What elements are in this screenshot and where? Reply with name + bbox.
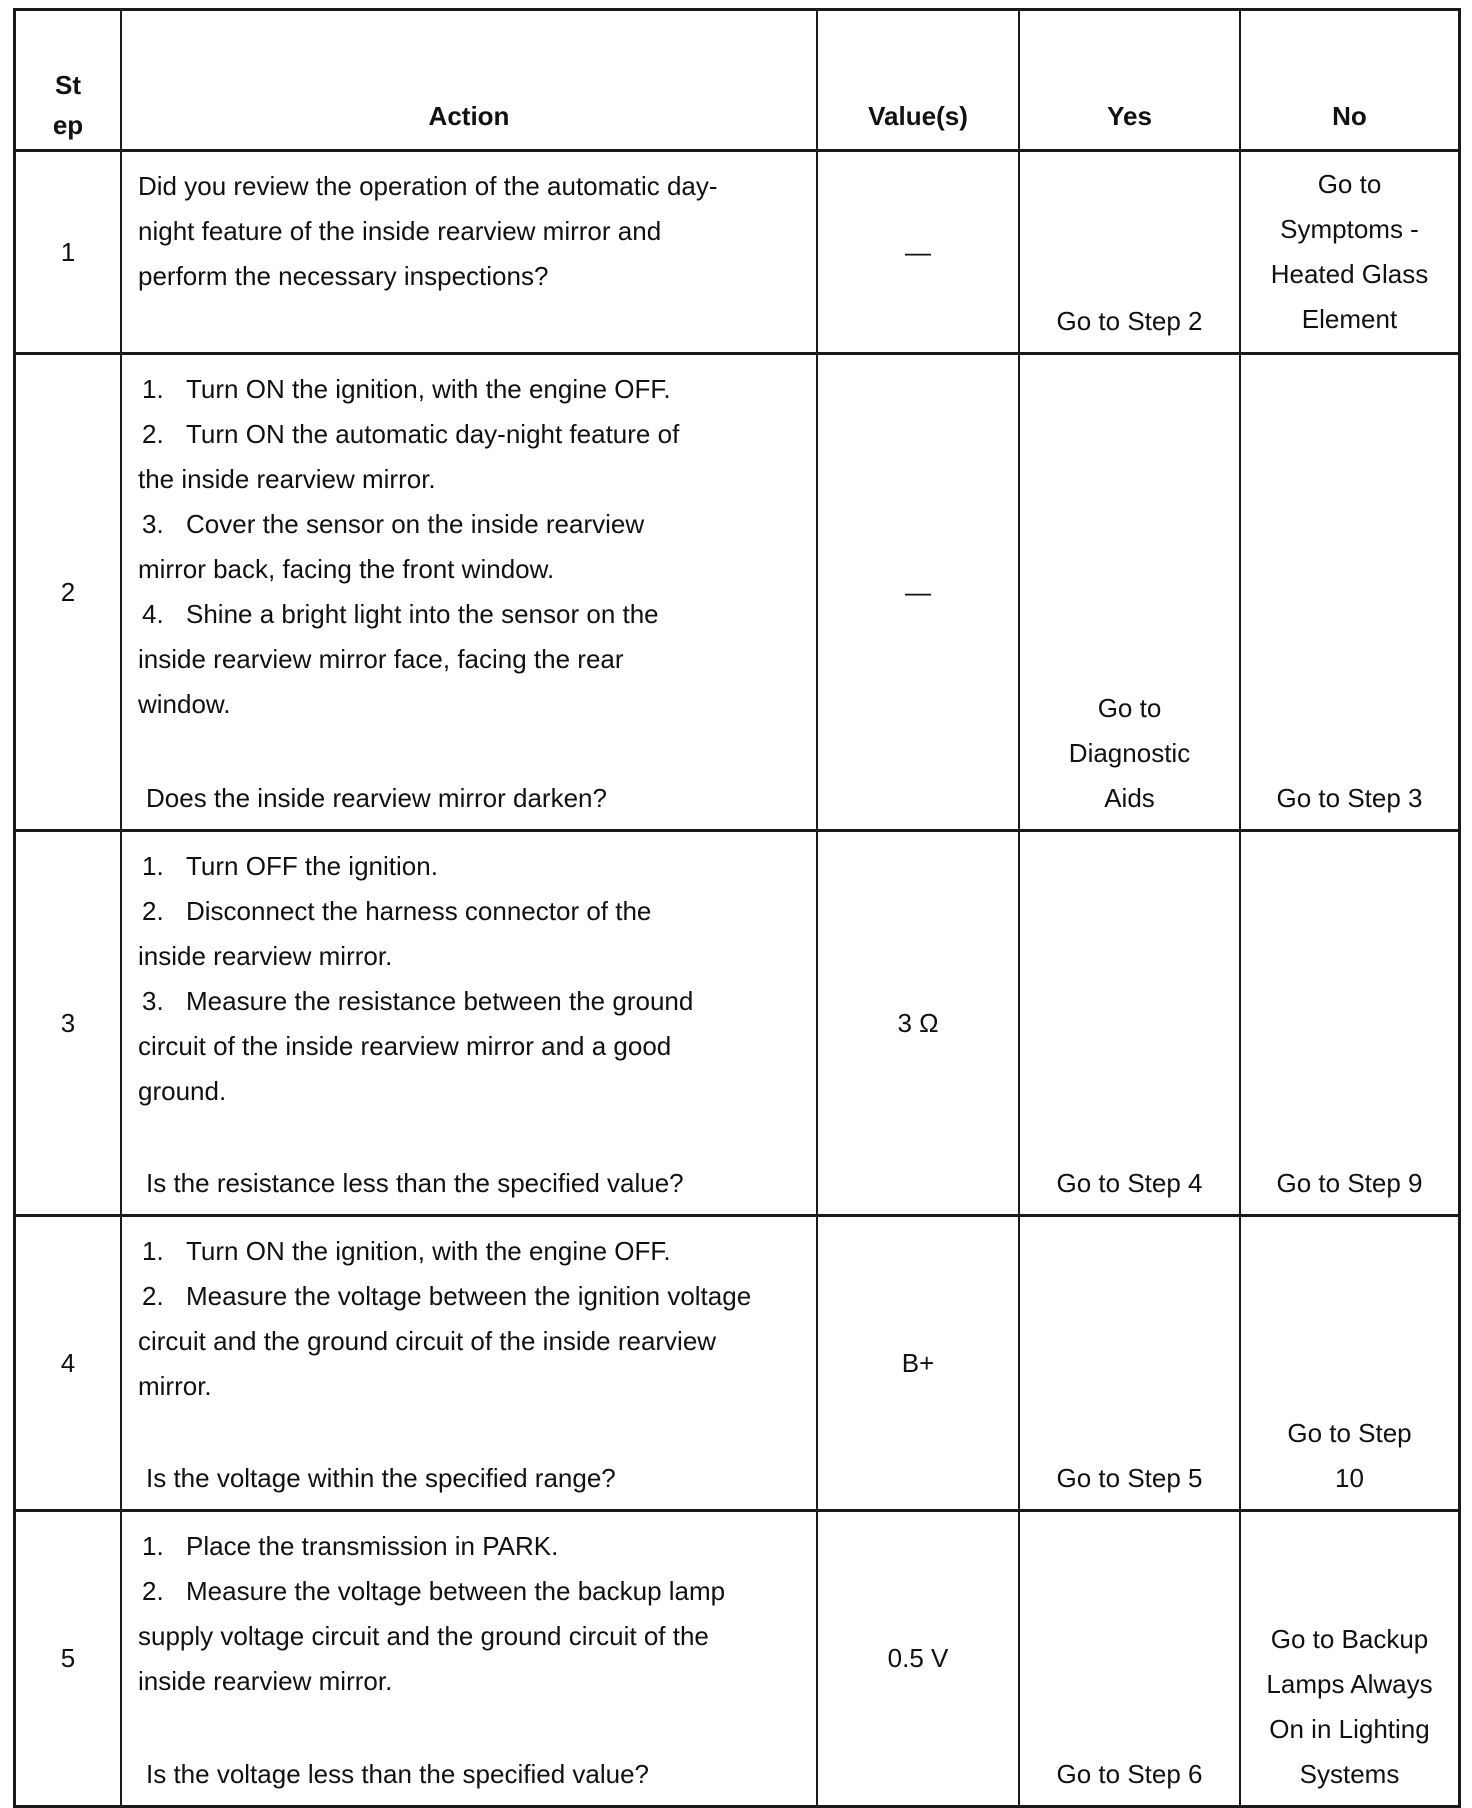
step-number: 4 [60, 1347, 76, 1378]
header-step [16, 11, 120, 149]
action-paragraph: Did you review the operation of the automatic day-night feature of the inside rearview mirror and perform the necessary inspections? [138, 171, 718, 291]
no-cell: Go to Step 3 [1239, 355, 1458, 829]
action-step: 1. Turn ON the ignition, with the engine OFF. [142, 1236, 671, 1266]
header-values: Value(s) [816, 11, 1018, 149]
action-cell [120, 355, 816, 829]
header-step-line1: St [55, 70, 81, 100]
action-step: 2. Disconnect the harness connector of the inside rearview mirror. [138, 896, 652, 971]
diagnostic-table [13, 8, 1461, 1808]
action-cell [120, 1217, 816, 1509]
value-cell: B+ [816, 1217, 1018, 1509]
no-cell: Go to Step 9 [1239, 832, 1458, 1214]
yes-cell: Go to Step 6 [1018, 1512, 1239, 1805]
action-step: 1. Place the transmission in PARK. [142, 1531, 559, 1561]
yes-cell: Go to Step 4 [1018, 832, 1239, 1214]
header-action: Action [120, 11, 816, 149]
action-step: 3. Cover the sensor on the inside rearview mirror back, facing the front window. [138, 509, 645, 584]
no-cell: Go to Symptoms - Heated Glass Element [1239, 152, 1458, 352]
no-cell: Go to Step 10 [1239, 1217, 1458, 1509]
action-question: Is the voltage within the specified range? [146, 1463, 616, 1493]
value-cell: 3 Ω [816, 832, 1018, 1214]
yes-cell: Go to Step 2 [1018, 152, 1239, 352]
action-question: Does the inside rearview mirror darken? [146, 783, 607, 813]
action-step: 2. Measure the voltage between the backup lamp supply voltage circuit and the ground circuit of the inside rearview mirror. [138, 1576, 726, 1696]
action-question: Is the resistance less than the specified value? [146, 1168, 684, 1198]
action-step: 1. Turn OFF the ignition. [142, 851, 438, 881]
action-text [120, 152, 816, 352]
action-steps [138, 1229, 806, 1409]
action-step: 1. Turn ON the ignition, with the engine OFF. [142, 374, 671, 404]
action-step: 2. Measure the voltage between the ignition voltage circuit and the ground circuit of the inside rearview mirror. [138, 1281, 752, 1401]
step-number: 5 [60, 1643, 76, 1673]
action-cell [120, 832, 816, 1214]
no-cell: Go to Backup Lamps Always On in Lighting Systems [1239, 1512, 1458, 1805]
table-row [16, 1509, 1458, 1805]
value-cell: — [816, 355, 1018, 829]
action-cell [120, 1512, 816, 1805]
header-yes: Yes [1018, 11, 1239, 149]
table-row [16, 149, 1458, 352]
step-number: 1 [60, 236, 76, 267]
yes-cell: Go to Diagnostic Aids [1018, 355, 1239, 829]
table-row [16, 352, 1458, 829]
table-header-row [16, 11, 1458, 149]
value-cell: 0.5 V [816, 1512, 1018, 1805]
table-row [16, 1214, 1458, 1509]
action-step: 2. Turn ON the automatic day-night feature of the inside rearview mirror. [138, 419, 680, 494]
header-step-line2: ep [52, 110, 84, 140]
action-steps [138, 367, 806, 727]
step-number: 3 [60, 1007, 76, 1038]
action-steps [138, 844, 806, 1114]
value-cell: — [816, 152, 1018, 352]
header-no: No [1239, 11, 1458, 149]
table-row [16, 829, 1458, 1214]
action-steps [138, 1524, 806, 1704]
yes-cell: Go to Step 5 [1018, 1217, 1239, 1509]
action-step: 4. Shine a bright light into the sensor on the inside rearview mirror face, facing the rear window. [138, 599, 659, 719]
action-question: Is the voltage less than the specified value? [146, 1759, 649, 1789]
action-step: 3. Measure the resistance between the ground circuit of the inside rearview mirror and a good ground. [138, 986, 694, 1106]
step-number: 2 [60, 576, 76, 607]
